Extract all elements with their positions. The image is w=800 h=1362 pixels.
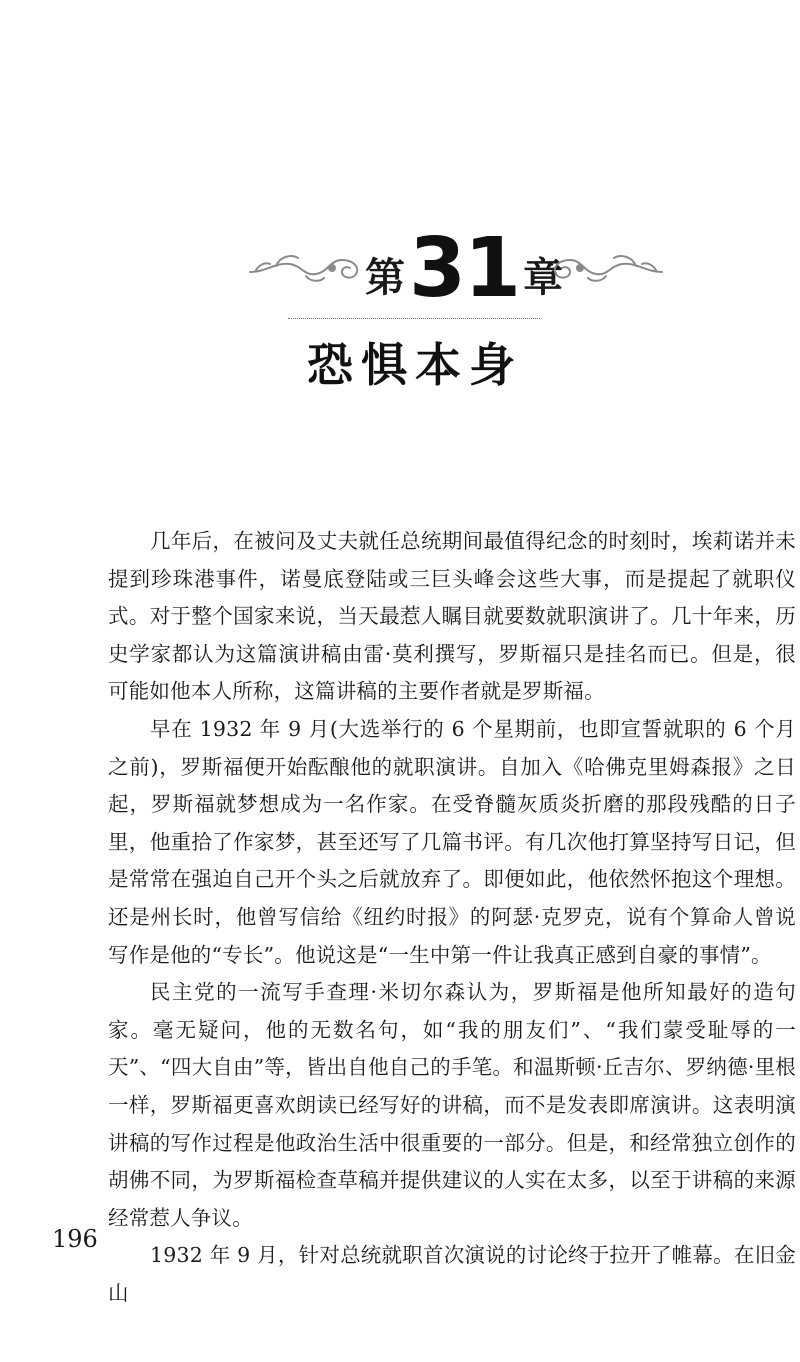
page-number: 196: [52, 1225, 98, 1253]
chapter-number: 31: [408, 221, 520, 316]
chapter-divider: [288, 318, 540, 319]
paragraph: 几年后，在被问及丈夫就任总统期间最值得纪念的时刻时，埃莉诺并未提到珍珠港事件，诺曼底登陆或三巨头峰会这些大事，而是提起了就职仪式。对于整个国家来说，当天最惹人瞩目就要数就职演讲了。几十年来，历史学家都认为这篇演讲稿由雷·莫利撰写，罗斯福只是挂名而已。但是，很可能如他本人所称，这篇讲稿的主要作者就是罗斯福。: [108, 529, 796, 704]
chapter-suffix: 章: [523, 255, 564, 301]
chapter-label: [364, 220, 564, 316]
chapter-prefix: 第: [364, 255, 405, 301]
chapter-title: 恐惧本身: [307, 338, 523, 392]
flourish-right-icon: [546, 248, 666, 284]
paragraph: 民主党的一流写手查理·米切尔森认为，罗斯福是他所知最好的造句家。毫无疑问，他的无数名句，如“我的朋友们”、“我们蒙受耻辱的一天”、“四大自由”等，皆出自他自己的手笔。和温斯顿·丘吉尔、罗纳德·里根一样，罗斯福更喜欢朗读已经写好的讲稿，而不是发表即席演讲。这表明演讲稿的写作过程是他政治生活中很重要的一部分。但是，和经常独立创作的胡佛不同，为罗斯福检查草稿并提供建议的人实在太多，以至于讲稿的来源经常惹人争议。: [108, 980, 796, 1230]
paragraph: 1932 年 9 月，针对总统就职首次演说的讨论终于拉开了帷幕。在旧金山: [108, 1243, 796, 1305]
paragraph: 早在 1932 年 9 月(大选举行的 6 个星期前，也即宣誓就职的 6 个月之前)，罗斯福便开始酝酿他的就职演讲。自加入《哈佛克里姆森报》之日起，罗斯福就梦想成为一名作家。在受脊髓灰质炎折磨的那段残酷的日子里，他重拾了作家梦，甚至还写了几篇书评。有几次他打算坚持写日记，但是常常在强迫自己开个头之后就放弃了。即便如此，他依然怀抱这个理想。还是州长时，他曾写信给《纽约时报》的阿瑟·克罗克，说有个算命人曾说写作是他的“专长”。他说这是“一生中第一件让我真正感到自豪的事情”。: [108, 716, 796, 967]
body-text: [108, 523, 796, 1312]
chapter-header: [0, 208, 800, 318]
flourish-left-icon: [246, 248, 366, 284]
